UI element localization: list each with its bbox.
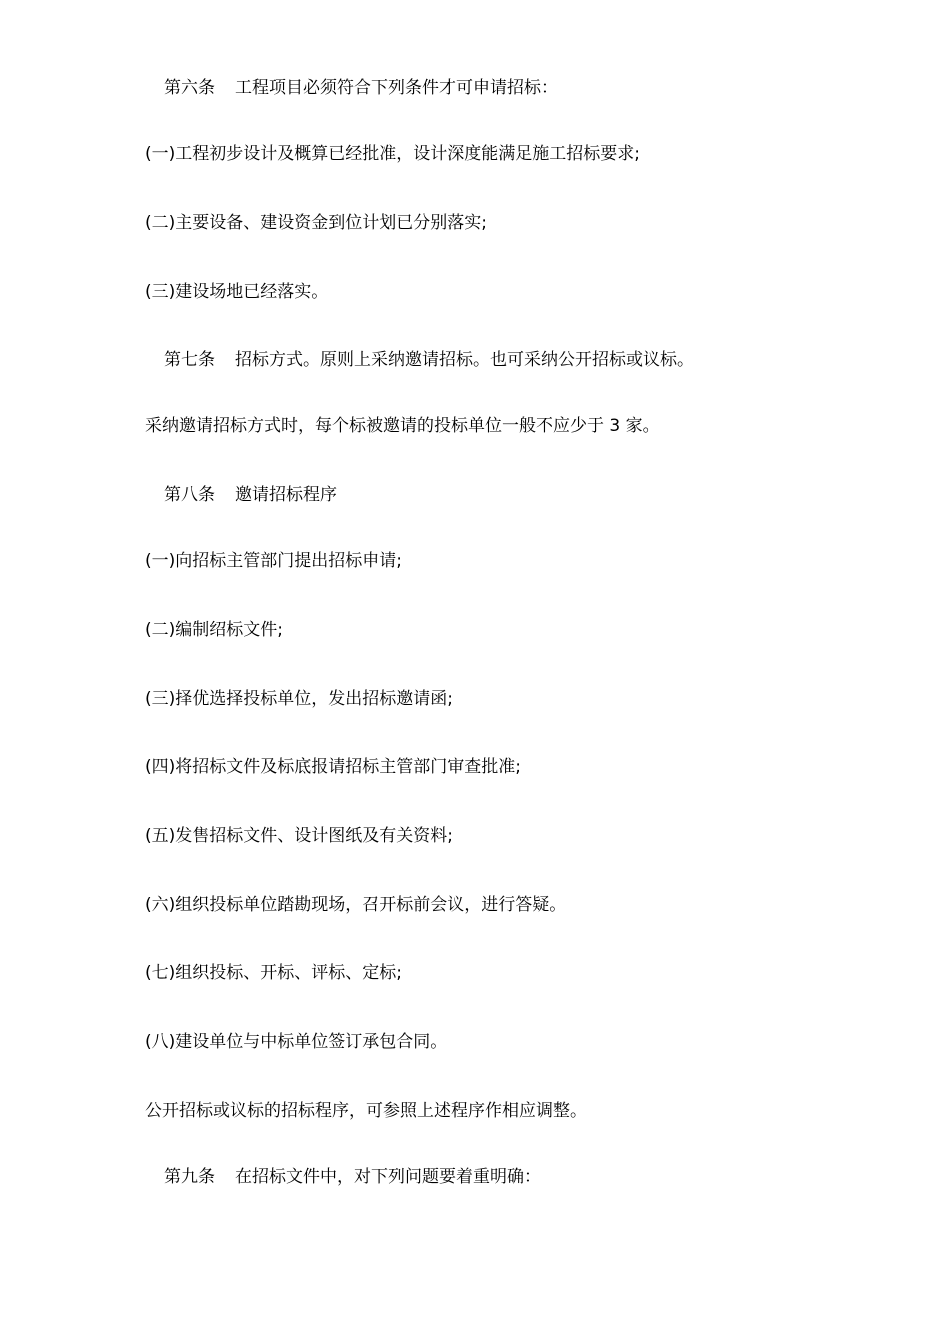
article-text: 招标方式。原则上采纳邀请招标。也可采纳公开招标或议标。 bbox=[235, 350, 694, 370]
list-item: (八)建设单位与中标单位签订承包合同。 bbox=[145, 1032, 448, 1052]
article-9 bbox=[164, 1166, 890, 1188]
article-text: 在招标文件中，对下列问题要着重明确： bbox=[235, 1167, 541, 1187]
article-text: 工程项目必须符合下列条件才可申请招标： bbox=[235, 78, 558, 98]
list-item: (六)组织投标单位踏勘现场，召开标前会议，进行答疑。 bbox=[145, 895, 567, 915]
list-item: (一)向招标主管部门提出招标申请; bbox=[145, 551, 402, 571]
article-text: 邀请招标程序 bbox=[235, 485, 337, 505]
article-number: 第七条 bbox=[164, 350, 215, 370]
article-number: 第八条 bbox=[164, 485, 215, 505]
article-7 bbox=[164, 349, 890, 371]
list-item: (四)将招标文件及标底报请招标主管部门审查批准; bbox=[145, 757, 521, 777]
article-number: 第六条 bbox=[164, 78, 215, 98]
list-item: (三)择优选择投标单位，发出招标邀请函; bbox=[145, 689, 453, 709]
list-item: (一)工程初步设计及概算已经批准，设计深度能满足施工招标要求; bbox=[145, 144, 640, 164]
paragraph: 采纳邀请招标方式时，每个标被邀请的投标单位一般不应少于 3 家。 bbox=[145, 416, 660, 436]
article-number: 第九条 bbox=[164, 1167, 215, 1187]
list-item: (五)发售招标文件、设计图纸及有关资料; bbox=[145, 826, 453, 846]
article-6 bbox=[164, 77, 890, 99]
list-item: (七)组织投标、开标、评标、定标; bbox=[145, 963, 402, 983]
article-8 bbox=[164, 484, 890, 506]
paragraph: 公开招标或议标的招标程序，可参照上述程序作相应调整。 bbox=[145, 1101, 587, 1121]
list-item: (三)建设场地已经落实。 bbox=[145, 282, 329, 302]
list-item: (二)主要设备、建设资金到位计划已分别落实; bbox=[145, 213, 487, 233]
list-item: (二)编制绍标文件; bbox=[145, 620, 283, 640]
